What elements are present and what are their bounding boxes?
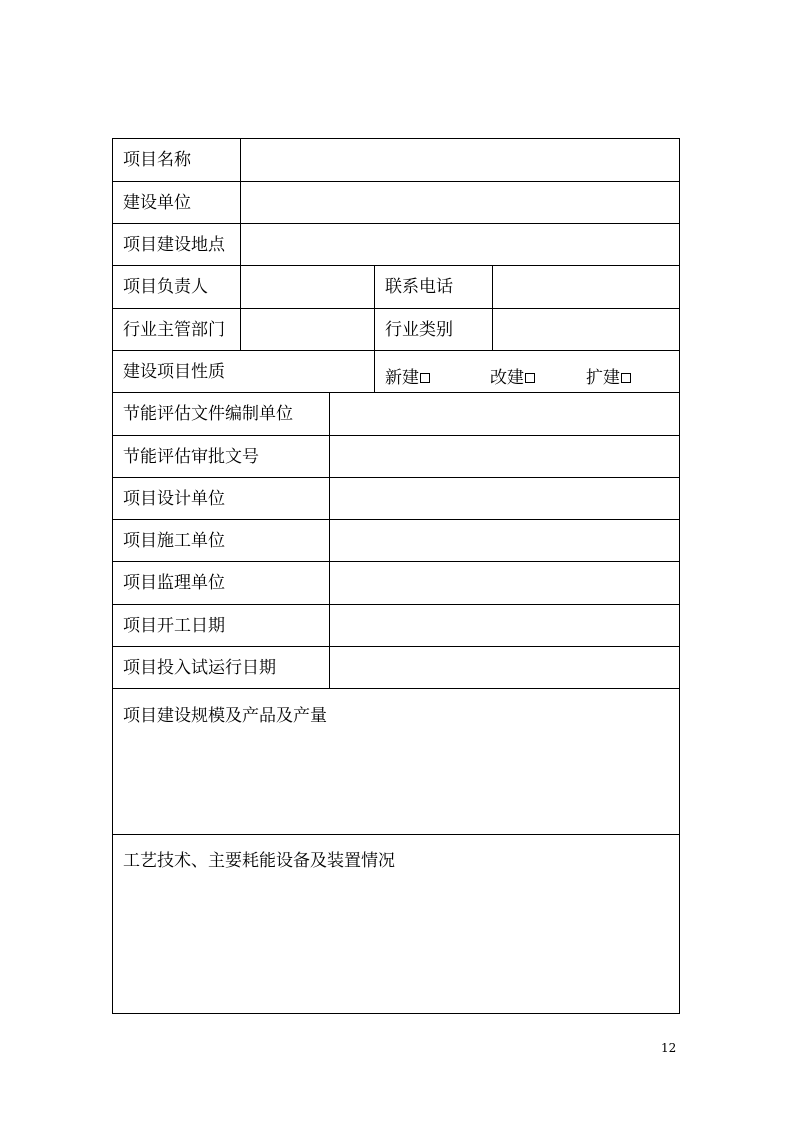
construction-contractor-field[interactable] [329,520,679,561]
option-expand-label: 扩建 [586,368,620,388]
row-project-name [113,139,679,181]
contact-phone-label: 联系电话 [385,277,453,297]
row-assessment-unit [113,392,679,435]
checkbox-expand[interactable] [621,373,631,383]
row-trial-date [113,646,679,688]
row-project-nature [113,350,679,392]
label-cell [113,520,329,561]
row-construction-site [113,223,679,265]
row-construction-unit [113,181,679,223]
industry-category-field[interactable] [492,309,679,350]
project-leader-field[interactable] [240,266,374,308]
row-supervision-unit [113,561,679,604]
label-cell [113,605,329,646]
row-department [113,308,679,350]
label-cell [113,562,329,604]
row-project-leader [113,265,679,308]
process-equipment-label: 工艺技术、主要耗能设备及装置情况 [123,851,395,871]
label-cell [113,436,329,477]
row-design-unit [113,477,679,519]
construction-site-field[interactable] [240,224,679,265]
scale-products-label: 项目建设规模及产品及产量 [123,706,327,726]
construction-unit-field[interactable] [240,182,679,223]
label-cell [113,351,374,392]
checkbox-rebuild[interactable] [525,373,535,383]
checkbox-new[interactable] [420,373,430,383]
label-cell [113,478,329,519]
project-nature-options [374,351,679,392]
construction-site-label: 项目建设地点 [123,235,225,255]
project-info-form [112,138,680,1014]
design-unit-field[interactable] [329,478,679,519]
label-cell [113,266,240,308]
design-unit-label: 项目设计单位 [123,489,225,509]
label-cell [113,309,240,350]
label-cell [113,139,240,181]
contact-phone-field[interactable] [492,266,679,308]
competent-department-field[interactable] [240,309,374,350]
supervision-unit-label: 项目监理单位 [123,573,225,593]
label-cell [374,266,492,308]
project-name-field[interactable] [240,139,679,181]
project-nature-label: 建设项目性质 [123,362,225,382]
row-process-equipment[interactable] [113,834,679,1013]
label-cell [113,182,240,223]
assessment-unit-label: 节能评估文件编制单位 [123,404,293,424]
label-cell [374,309,492,350]
option-rebuild[interactable] [490,363,535,388]
assessment-unit-field[interactable] [329,393,679,435]
label-cell [113,224,240,265]
option-new-label: 新建 [385,368,419,388]
label-cell [113,393,329,435]
approval-number-field[interactable] [329,436,679,477]
option-expand[interactable] [586,363,631,388]
trial-date-label: 项目投入试运行日期 [123,658,276,678]
row-construction-contractor [113,519,679,561]
start-date-label: 项目开工日期 [123,616,225,636]
competent-department-label: 行业主管部门 [123,320,225,340]
industry-category-label: 行业类别 [385,320,453,340]
row-approval-number [113,435,679,477]
option-new[interactable] [385,363,430,388]
option-rebuild-label: 改建 [490,368,524,388]
trial-date-field[interactable] [329,647,679,688]
start-date-field[interactable] [329,605,679,646]
construction-unit-label: 建设单位 [123,193,191,213]
row-scale-products[interactable] [113,688,679,834]
row-start-date [113,604,679,646]
project-leader-label: 项目负责人 [123,277,208,297]
approval-number-label: 节能评估审批文号 [123,447,259,467]
page-number: 12 [661,1041,677,1055]
supervision-unit-field[interactable] [329,562,679,604]
label-cell [113,647,329,688]
project-name-label: 项目名称 [123,150,191,170]
construction-contractor-label: 项目施工单位 [123,531,225,551]
